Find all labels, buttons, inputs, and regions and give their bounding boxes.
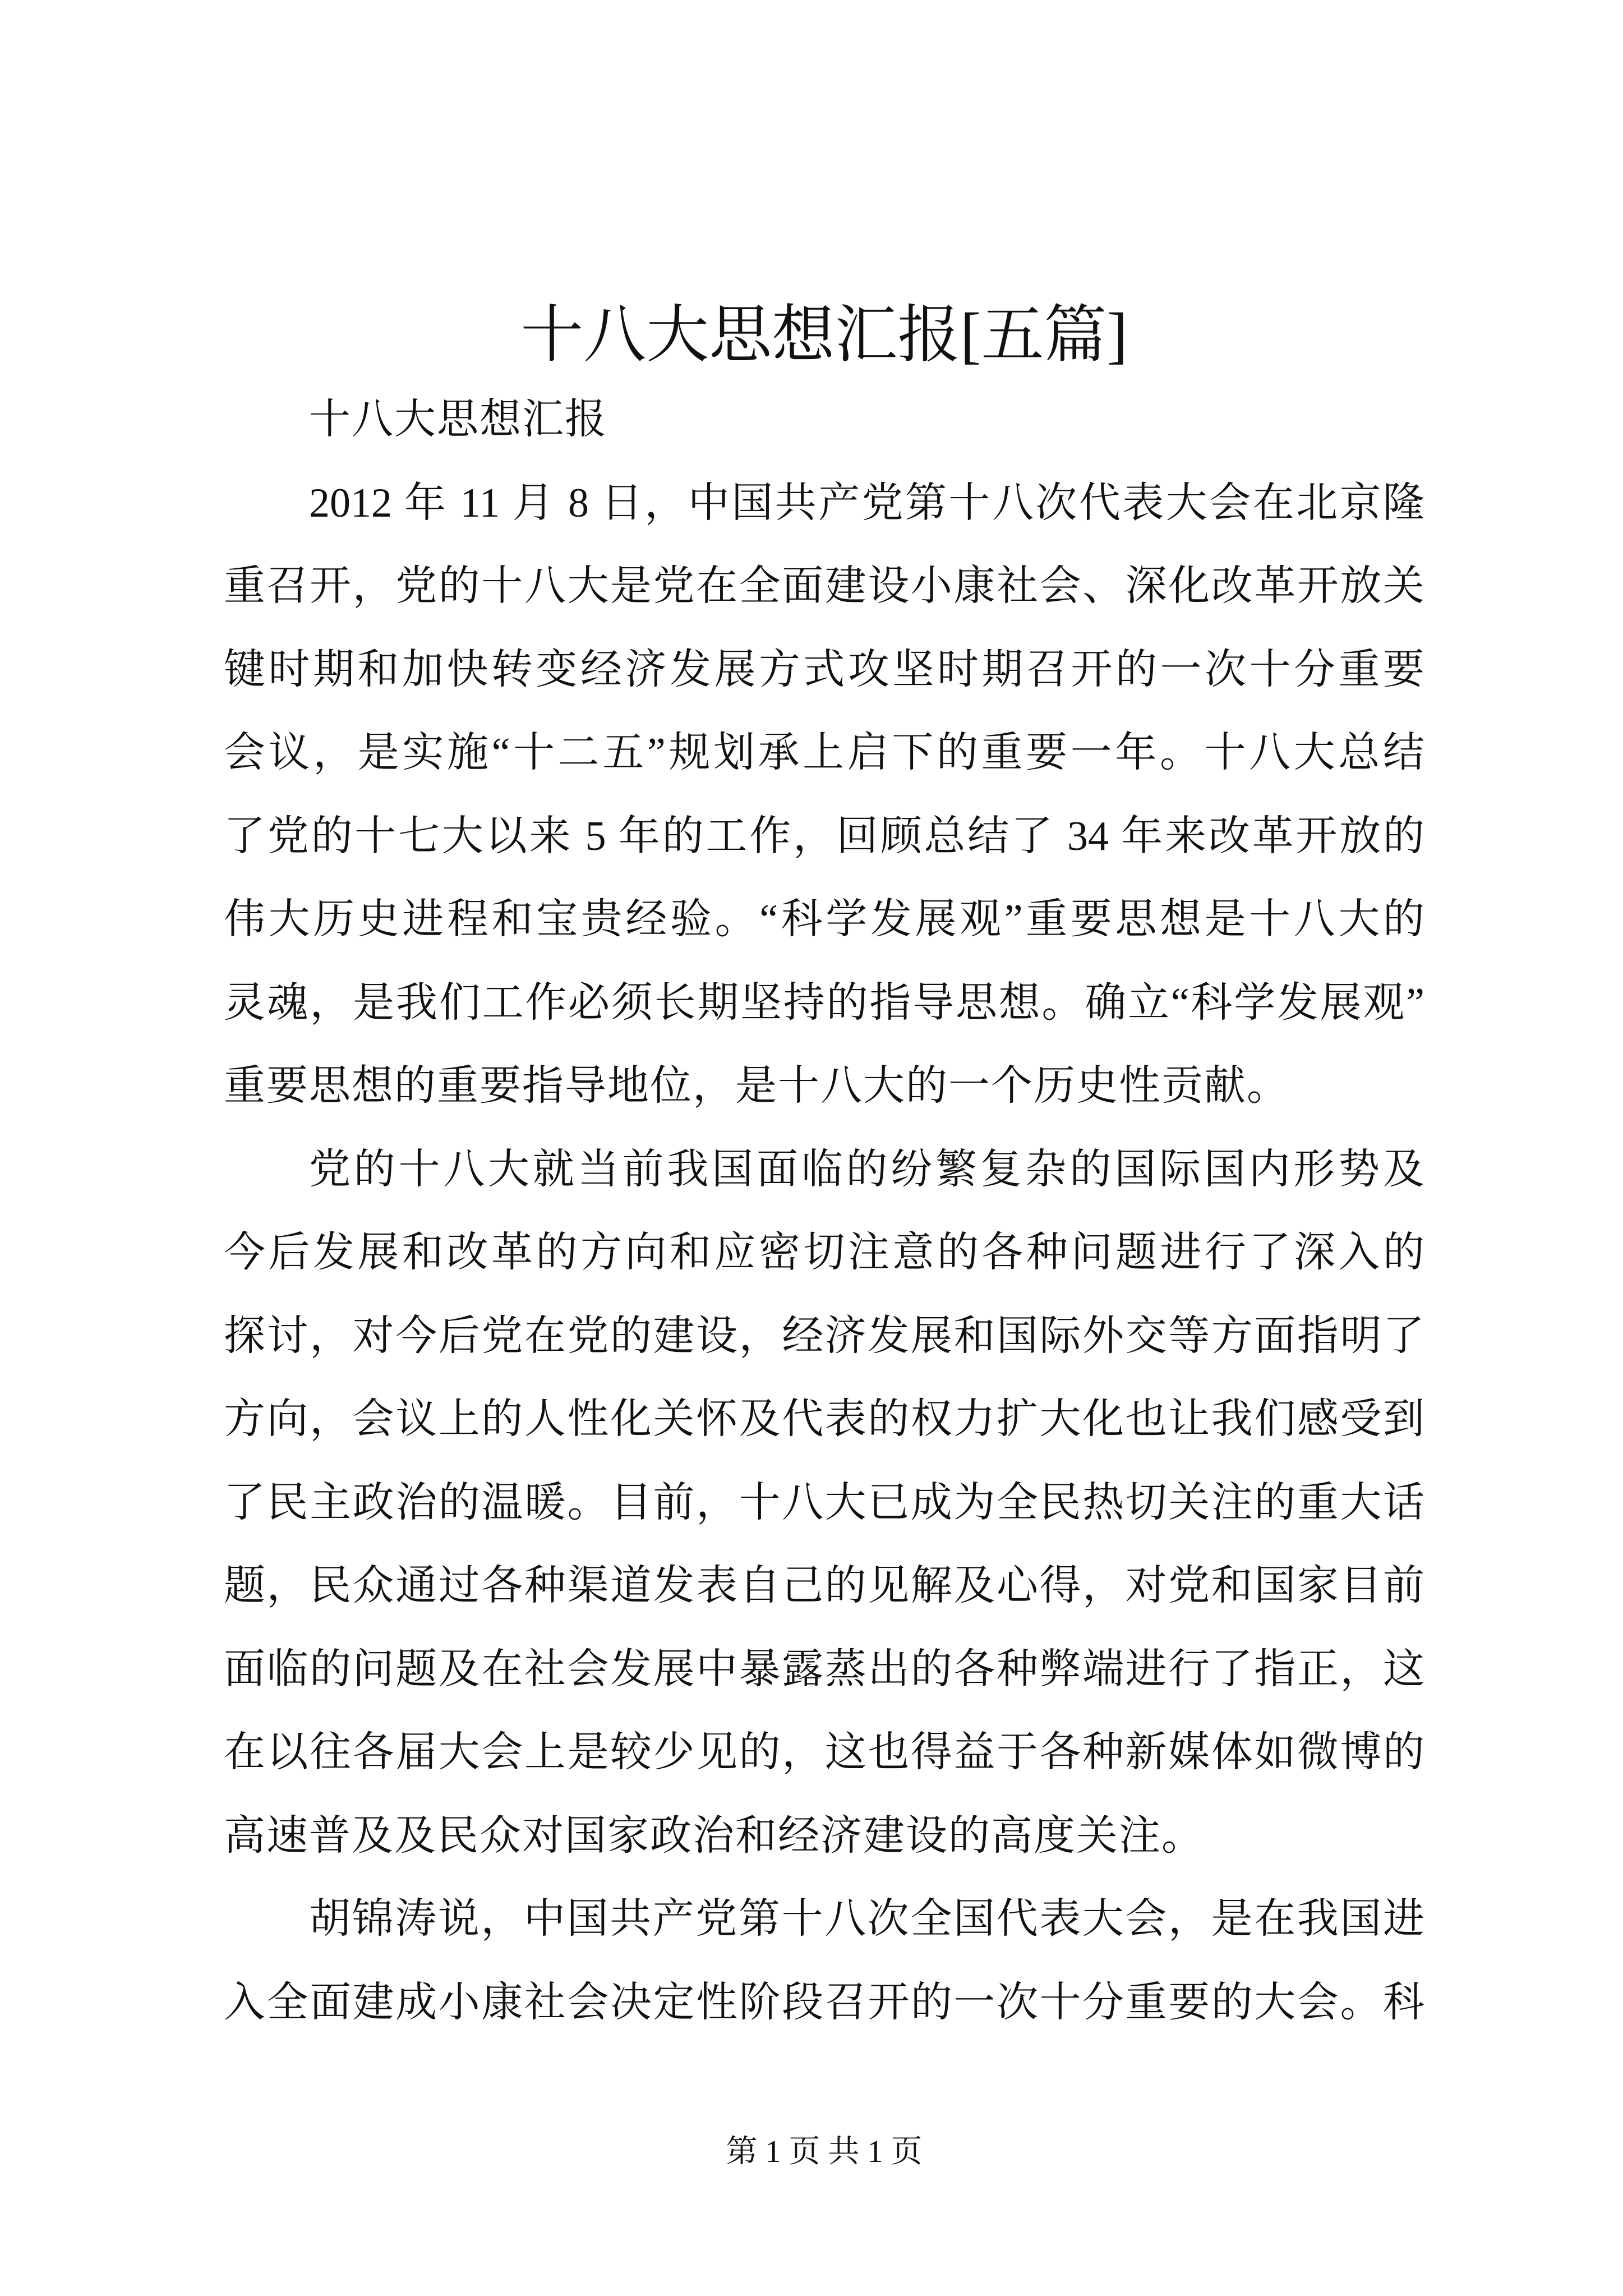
paragraph-line: 方向，会议上的人性化关怀及代表的权力扩大化也让我们感受到 xyxy=(224,1396,1424,1442)
paragraph-line: 了党的十七大以来 5 年的工作，回顾总结了 34 年来改革开放的 xyxy=(224,813,1424,859)
section-heading: 十八大思想汇报 xyxy=(309,397,607,443)
paragraph-line: 重要思想的重要指导地位，是十八大的一个历史性贡献。 xyxy=(224,1063,1289,1109)
paragraph-3 xyxy=(224,1878,1424,2044)
paragraph-line: 重召开，党的十八大是党在全面建设小康社会、深化改革开放关 xyxy=(224,563,1424,609)
paragraph-line: 党的十八大就当前我国面临的纷繁复杂的国际国内形势及 xyxy=(309,1146,1424,1193)
paragraph-1 xyxy=(224,462,1424,1128)
paragraph-line: 入全面建成小康社会决定性阶段召开的一次十分重要的大会。科 xyxy=(224,1979,1424,2026)
paragraph-line: 面临的问题及在社会发展中暴露蒸出的各种弊端进行了指正，这 xyxy=(224,1646,1424,1692)
document-body xyxy=(224,378,1424,2044)
paragraph-line: 键时期和加快转变经济发展方式攻坚时期召开的一次十分重要 xyxy=(224,646,1424,693)
paragraph-line: 今后发展和改革的方向和应密切注意的各种问题进行了深入的 xyxy=(224,1230,1424,1276)
document-title: 十八大思想汇报[五篇] xyxy=(520,301,1128,370)
paragraph-line: 探讨，对今后党在党的建设，经济发展和国际外交等方面指明了 xyxy=(224,1313,1424,1359)
paragraph-line: 了民主政治的温暖。目前，十八大已成为全民热切关注的重大话 xyxy=(224,1479,1424,1526)
paragraph-line: 高速普及及民众对国家政治和经济建设的高度关注。 xyxy=(224,1812,1204,1859)
paragraph-line: 在以往各届大会上是较少见的，这也得益于各种新媒体如微博的 xyxy=(224,1729,1424,1775)
paragraph-line: 灵魂，是我们工作必须长期坚持的指导思想。确立“科学发展观” xyxy=(224,979,1424,1026)
page-footer: 第 1 页 共 1 页 xyxy=(726,2134,923,2169)
paragraph-line: 伟大历史进程和宝贵经验。“科学发展观”重要思想是十八大的 xyxy=(224,896,1424,942)
paragraph-line: 题，民众通过各种渠道发表自己的见解及心得，对党和国家目前 xyxy=(224,1563,1424,1609)
paragraph-line: 2012 年 11 月 8 日，中国共产党第十八次代表大会在北京隆 xyxy=(309,480,1424,526)
paragraph-line: 会议，是实施“十二五”规划承上启下的重要一年。十八大总结 xyxy=(224,730,1424,776)
paragraph-line: 胡锦涛说，中国共产党第十八次全国代表大会，是在我国进 xyxy=(309,1896,1424,1942)
paragraph-2 xyxy=(224,1128,1424,1878)
